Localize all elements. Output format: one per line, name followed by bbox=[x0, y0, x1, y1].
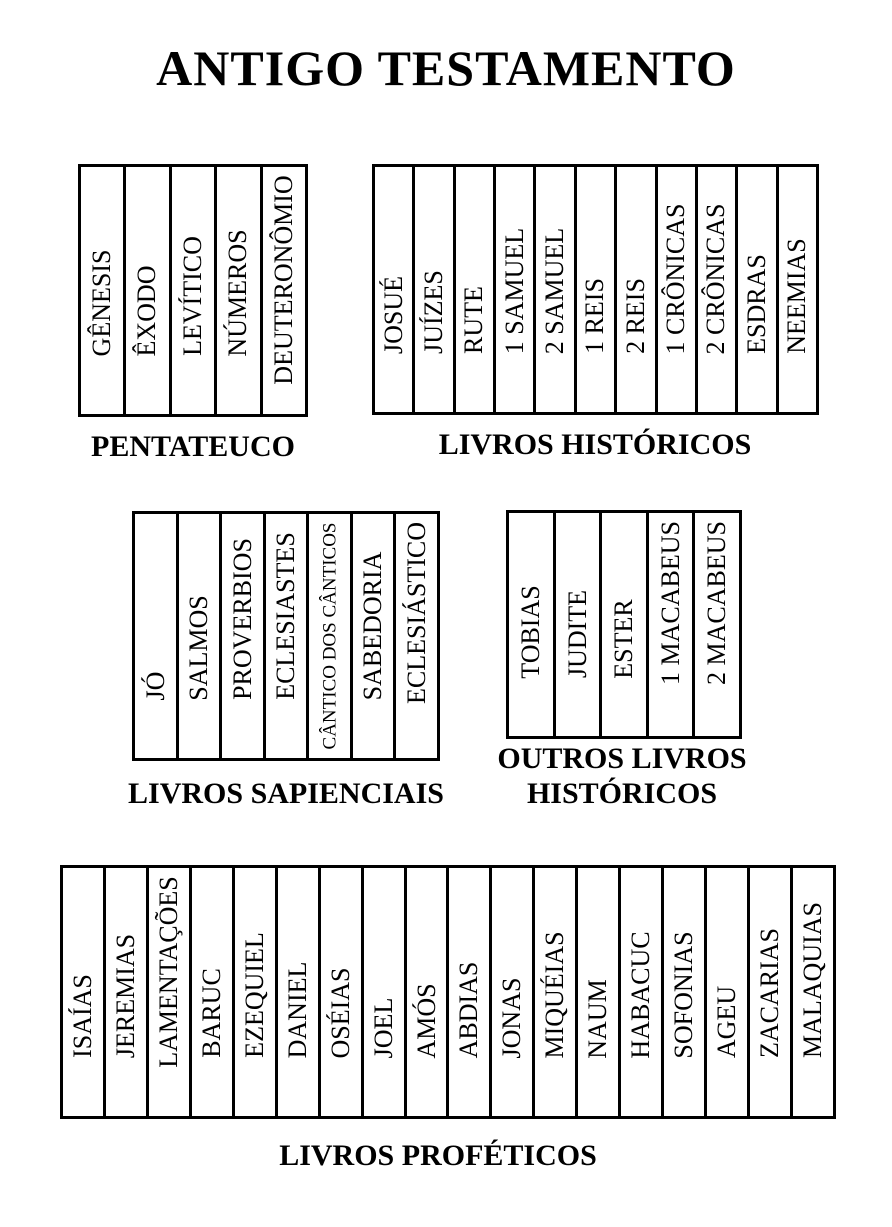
book-oseias bbox=[321, 868, 364, 1116]
book-title: BARUC bbox=[196, 968, 226, 1058]
book-title: TOBIAS bbox=[516, 584, 545, 679]
book-numeros bbox=[217, 167, 262, 414]
book-title: NÚMEROS bbox=[223, 228, 253, 357]
book-title: GÊNESIS bbox=[87, 249, 116, 356]
book-title: SABEDORIA bbox=[358, 551, 388, 700]
book-title: DANIEL bbox=[282, 961, 312, 1058]
book-title: NEEMIAS bbox=[782, 238, 812, 354]
book-title: 1 MACABEUS bbox=[655, 521, 685, 685]
book-jo bbox=[135, 514, 179, 758]
book-title: JEREMIAS bbox=[110, 933, 140, 1059]
book-exodo bbox=[126, 167, 171, 414]
book-title: ESDRAS bbox=[741, 254, 771, 354]
book-joel bbox=[364, 868, 407, 1116]
book-title: 1 SAMUEL bbox=[499, 227, 529, 355]
book-sabedoria bbox=[353, 514, 397, 758]
shelf-sapienciais bbox=[132, 511, 440, 761]
label-historicos: LIVROS HISTÓRICOS bbox=[438, 428, 752, 461]
book-title: CÂNTICO DOS CÂNTICOS bbox=[319, 522, 341, 749]
book-neemias bbox=[779, 167, 816, 412]
book-title: ESTER bbox=[609, 598, 639, 679]
book-ezequiel bbox=[235, 868, 278, 1116]
book-title: JÓ bbox=[140, 671, 170, 700]
book-title: NAUM bbox=[583, 978, 613, 1059]
book-josue bbox=[375, 167, 415, 412]
label-sapienciais: LIVROS SAPIENCIAIS bbox=[128, 777, 444, 810]
book-2-cronicas bbox=[698, 167, 738, 412]
book-title: 2 MACABEUS bbox=[702, 521, 732, 685]
label-outros-historicos-line1: OUTROS LIVROS bbox=[497, 742, 747, 775]
book-zacarias bbox=[750, 868, 793, 1116]
book-habacuc bbox=[621, 868, 664, 1116]
book-lamentacoes bbox=[149, 868, 192, 1116]
book-title: OSÉIAS bbox=[325, 966, 355, 1059]
book-esdras bbox=[738, 167, 778, 412]
book-proverbios bbox=[222, 514, 266, 758]
book-naum bbox=[578, 868, 621, 1116]
book-title: ABDIAS bbox=[454, 961, 484, 1058]
book-sofonias bbox=[664, 868, 707, 1116]
book-salmos bbox=[179, 514, 223, 758]
book-tobias bbox=[509, 513, 556, 736]
shelf-outros-historicos bbox=[506, 510, 742, 739]
book-title: HABACUC bbox=[626, 930, 656, 1059]
book-title: ISAÍAS bbox=[68, 974, 97, 1058]
book-1-samuel bbox=[496, 167, 536, 412]
book-title: JUDITE bbox=[562, 589, 592, 679]
book-deuteronomio bbox=[263, 167, 305, 414]
book-title: 2 CRÔNICAS bbox=[701, 203, 731, 354]
shelf-historicos bbox=[372, 164, 819, 415]
book-title: AGEU bbox=[712, 985, 742, 1059]
book-title: JOSUÉ bbox=[378, 275, 408, 355]
book-title: PROVERBIOS bbox=[227, 538, 257, 700]
book-2-macabeus bbox=[695, 513, 739, 736]
book-title: JUÍZES bbox=[418, 270, 448, 354]
book-2-reis bbox=[617, 167, 657, 412]
label-outros-historicos-line2: HISTÓRICOS bbox=[526, 777, 718, 810]
book-title: ÊXODO bbox=[132, 265, 162, 356]
book-abdias bbox=[449, 868, 492, 1116]
book-title: 2 REIS bbox=[620, 278, 650, 354]
book-title: EZEQUIEL bbox=[239, 932, 269, 1058]
book-amos bbox=[407, 868, 450, 1116]
book-title: LEVÍTICO bbox=[177, 236, 207, 356]
book-title: SOFONIAS bbox=[669, 930, 699, 1059]
book-ester bbox=[602, 513, 649, 736]
book-eclesiastico bbox=[396, 514, 437, 758]
book-title: 1 REIS bbox=[580, 278, 610, 354]
book-title: ZACARIAS bbox=[755, 927, 784, 1059]
book-1-reis bbox=[577, 167, 617, 412]
book-daniel bbox=[278, 868, 321, 1116]
book-title: JONAS bbox=[497, 977, 527, 1058]
book-miqueias bbox=[535, 868, 578, 1116]
label-profeticos: LIVROS PROFÉTICOS bbox=[279, 1139, 597, 1172]
book-levitico bbox=[172, 167, 217, 414]
book-title: JOEL bbox=[368, 997, 398, 1058]
book-1-macabeus bbox=[649, 513, 696, 736]
book-baruc bbox=[192, 868, 235, 1116]
shelf-pentateuco bbox=[78, 164, 308, 417]
book-title: ECLESIASTES bbox=[271, 532, 301, 700]
book-title: LAMENTAÇÕES bbox=[153, 875, 183, 1068]
book-genesis bbox=[81, 167, 126, 414]
book-ageu bbox=[707, 868, 750, 1116]
book-title: 1 CRÔNICAS bbox=[661, 203, 691, 354]
book-1-cronicas bbox=[658, 167, 698, 412]
book-juizes bbox=[415, 167, 455, 412]
book-malaquias bbox=[793, 868, 833, 1116]
book-jonas bbox=[492, 868, 535, 1116]
book-title: DEUTERONÔMIO bbox=[268, 174, 298, 385]
book-title: RUTE bbox=[459, 286, 489, 354]
book-title: MALAQUIAS bbox=[797, 902, 827, 1058]
book-2-samuel bbox=[536, 167, 576, 412]
book-cantico bbox=[309, 514, 353, 758]
label-pentateuco: PENTATEUCO bbox=[91, 430, 295, 463]
book-eclesiastes bbox=[266, 514, 310, 758]
book-jeremias bbox=[106, 868, 149, 1116]
shelf-profeticos bbox=[60, 865, 836, 1119]
book-title: 2 SAMUEL bbox=[539, 227, 569, 355]
page-title: ANTIGO TESTAMENTO bbox=[156, 40, 736, 96]
book-title: SALMOS bbox=[184, 594, 214, 701]
book-title: AMÓS bbox=[411, 982, 441, 1059]
book-judite bbox=[556, 513, 603, 736]
book-title: ECLESIÁSTICO bbox=[401, 522, 431, 704]
book-rute bbox=[456, 167, 496, 412]
book-isaias bbox=[63, 868, 106, 1116]
book-title: MIQUÉIAS bbox=[540, 930, 570, 1059]
